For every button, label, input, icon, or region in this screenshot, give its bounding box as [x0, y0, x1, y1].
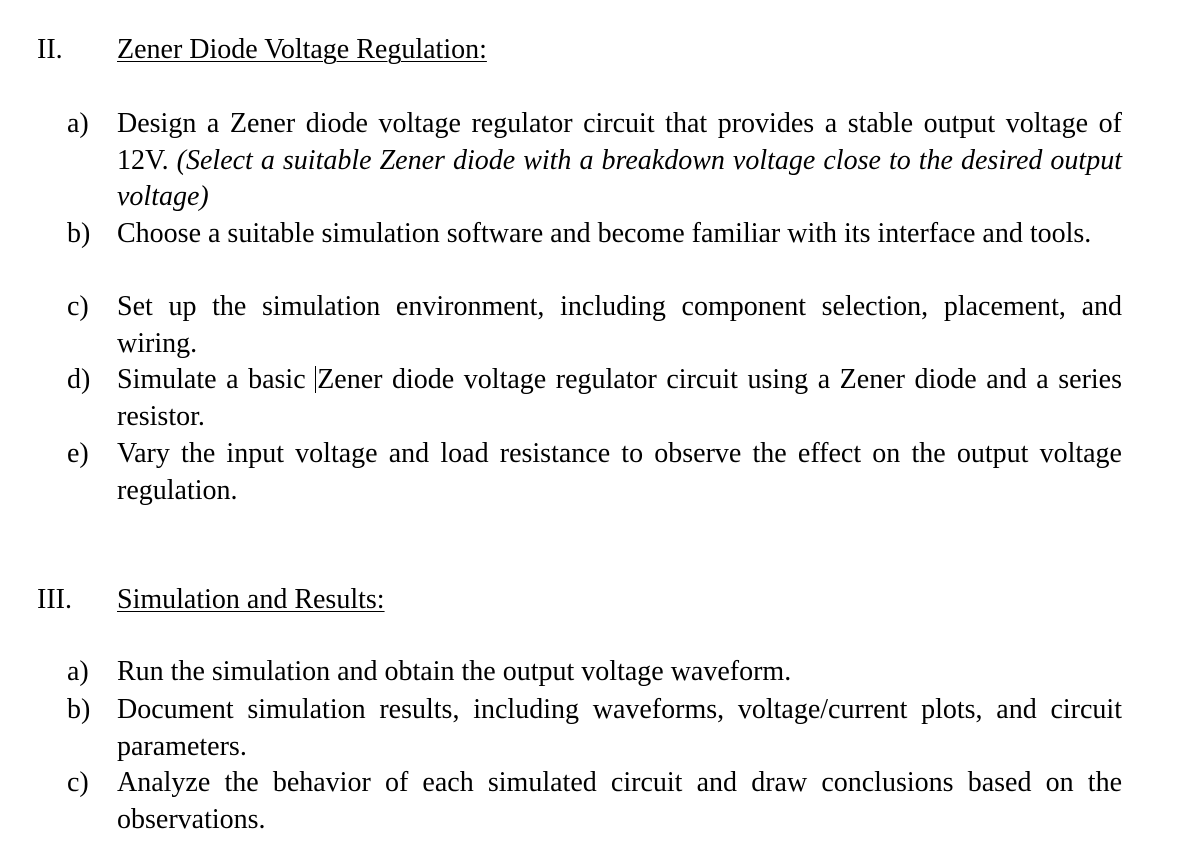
section-2-item-b-letter: b) [67, 218, 91, 249]
section-2-item-a-text [117, 106, 1122, 216]
section-2-item-a-main: Design a Zener diode voltage regulator circuit that provides a stable output voltage of 12V. [117, 108, 1122, 176]
section-2-item-a-note: (Select a suitable Zener diode with a breakdown voltage close to the desired output voltage) [117, 144, 1122, 212]
section-2-item-a-letter: a) [67, 108, 89, 139]
section-2-number: II. [37, 34, 63, 65]
section-3-item-c-text: Analyze the behavior of each simulated circuit and draw conclusions based on the observations. [117, 767, 1122, 835]
section-2-item-d-text-after: Zener diode voltage regulator circuit using a Zener diode and a series resistor. [117, 364, 1122, 432]
section-2-item-e-letter: e) [67, 438, 89, 469]
section-3-number: III. [37, 584, 72, 615]
section-2-item-c-text: Set up the simulation environment, including component selection, placement, and wiring. [117, 291, 1122, 359]
section-2-item-d-letter: d) [67, 364, 91, 395]
section-2-item-d-text[interactable] [117, 362, 1122, 435]
section-2-item-e-text: Vary the input voltage and load resistance to observe the effect on the output voltage regulation. [117, 438, 1122, 506]
section-2-item-c-letter: c) [67, 291, 89, 322]
section-2-title: Zener Diode Voltage Regulation: [117, 34, 487, 65]
section-3-item-c-letter: c) [67, 767, 89, 798]
section-3-item-b-text: Document simulation results, including waveforms, voltage/current plots, and circuit parameters. [117, 694, 1122, 762]
section-3-title: Simulation and Results: [117, 584, 385, 615]
section-3-item-b-letter: b) [67, 694, 91, 725]
section-2-item-d-text-before: Simulate a basic [117, 364, 316, 395]
section-3-item-a-letter: a) [67, 656, 89, 687]
section-2-item-b-text: Choose a suitable simulation software and become familiar with its interface and tools. [117, 218, 1092, 249]
section-3-item-a-text: Run the simulation and obtain the output voltage waveform. [117, 656, 792, 687]
